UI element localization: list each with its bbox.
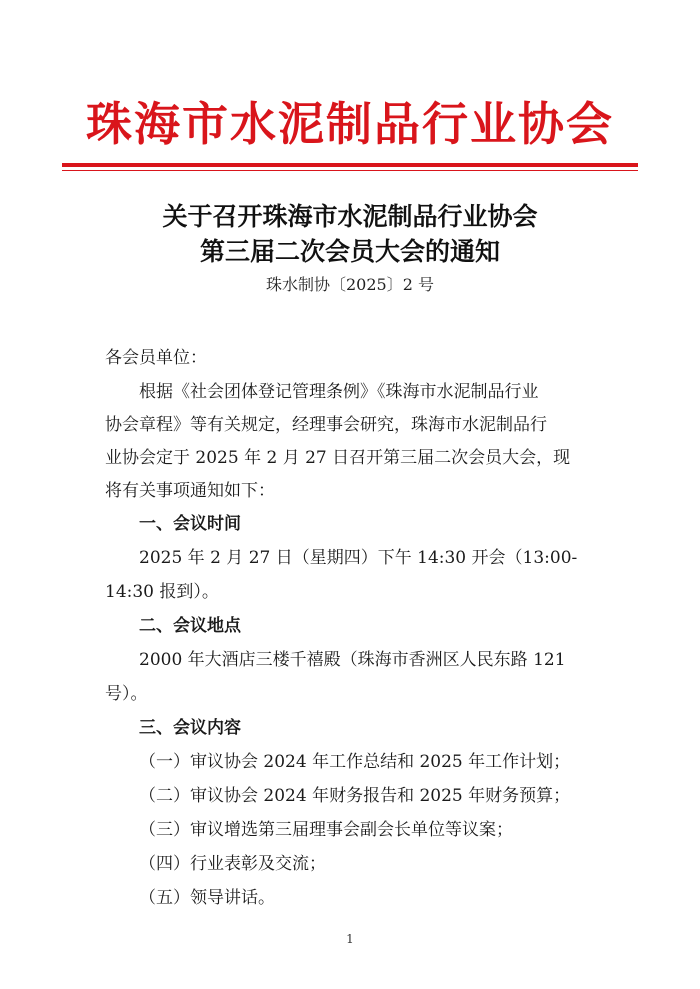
header-divider-thin [62, 170, 638, 171]
agenda-item: （四）行业表彰及交流； [139, 854, 326, 874]
intro-line: 协会章程》等有关规定，经理事会研究，珠海市水泥制品行 [105, 415, 547, 435]
section-heading-agenda: 三、会议内容 [139, 718, 241, 738]
meeting-venue-line: 2000 年大酒店三楼千禧殿（珠海市香洲区人民东路 121 [139, 650, 566, 670]
meeting-time-line: 14:30 报到）。 [105, 582, 219, 602]
agenda-item: （一）审议协会 2024 年工作总结和 2025 年工作计划； [139, 752, 571, 772]
header-divider-thick [62, 163, 638, 167]
section-heading-venue: 二、会议地点 [139, 616, 241, 636]
salutation: 各会员单位： [105, 348, 207, 368]
notice-title-line-1: 关于召开珠海市水泥制品行业协会 [162, 202, 538, 231]
intro-line: 将有关事项通知如下： [105, 481, 275, 501]
intro-line: 业协会定于 2025 年 2 月 27 日召开第三届二次会员大会，现 [105, 448, 571, 468]
notice-title-line-2: 第三届二次会员大会的通知 [199, 237, 500, 266]
agenda-item: （三）审议增选第三届理事会副会长单位等议案； [139, 820, 513, 840]
document-number: 珠水制协〔2025〕2 号 [266, 275, 434, 294]
page-number: 1 [346, 932, 354, 946]
organization-name: 珠海市水泥制品行业协会 [86, 97, 614, 151]
meeting-time-line: 2025 年 2 月 27 日（星期四）下午 14:30 开会（13:00- [139, 548, 578, 568]
meeting-venue-line: 号）。 [105, 684, 148, 704]
intro-line: 根据《社会团体登记管理条例》《珠海市水泥制品行业 [139, 382, 539, 402]
agenda-item: （五）领导讲话。 [139, 888, 275, 908]
agenda-item: （二）审议协会 2024 年财务报告和 2025 年财务预算； [139, 786, 571, 806]
section-heading-time: 一、会议时间 [139, 514, 241, 534]
